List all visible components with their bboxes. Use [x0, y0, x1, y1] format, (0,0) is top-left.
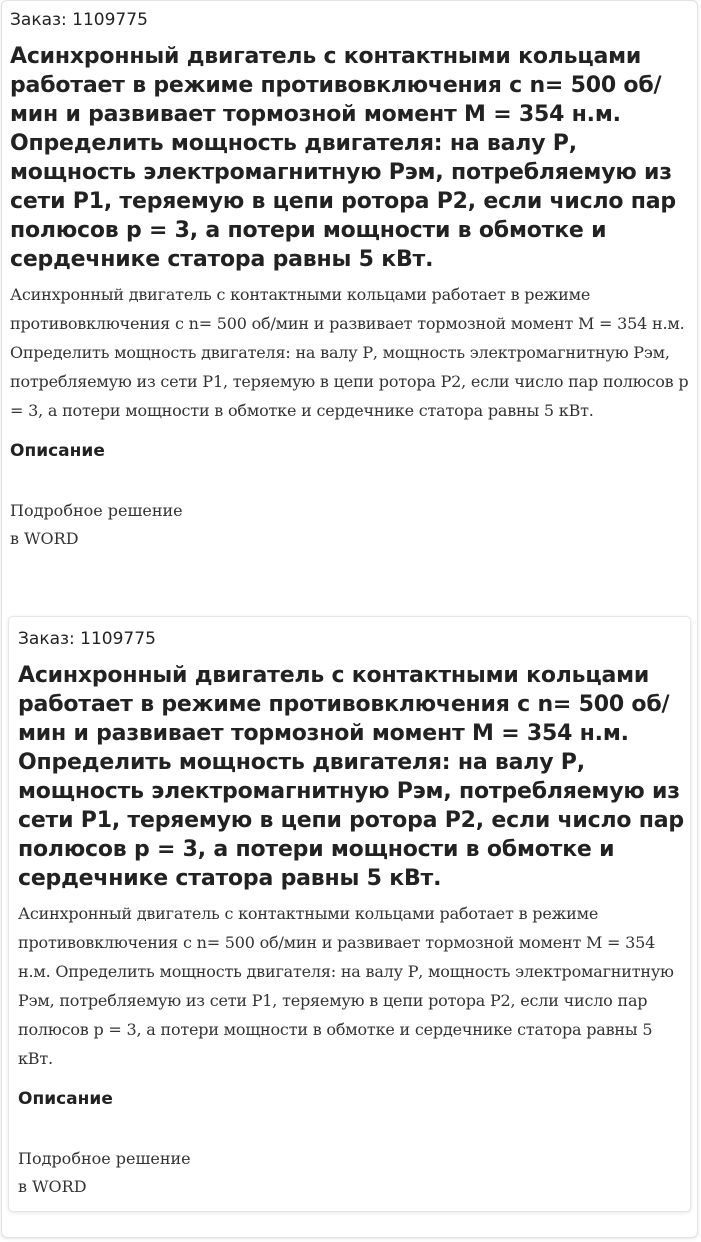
solution-note: Подробное решение в WORD: [10, 501, 183, 548]
order-number: Заказ: 1109775: [10, 10, 148, 30]
order-number: Заказ: 1109775: [18, 629, 156, 649]
solution-note: Подробное решение в WORD: [18, 1149, 191, 1196]
section-heading: Описание: [18, 1089, 113, 1109]
section-heading: Описание: [10, 441, 105, 461]
order-block-copy: [18, 627, 688, 1201]
order-description: Асинхронный двигатель с контактными кольцами работает в режиме противовключения с n= 500 об/мин и развивает тормозной момент М = 354 н.м. Определить мощность двигателя: на валу Р, мощность электромагнитную Рэм, потребляемую из сети Р1, теряемую в цепи ротора Р2, если число пар полюсов р = 3, а потери мощности в обмотке и сердечнике статора равны 5 кВт.: [10, 285, 689, 420]
order-title: Асинхронный двигатель с контактными кольцами работает в режиме противовключения с n= 500 об/мин и развивает тормозной момент М = 354 н.м. Определить мощность двигателя: на валу Р, мощность электромагнитную Рэм, потребляемую из сети Р1, теряемую в цепи ротора Р2, если число пар полюсов р = 3, а потери мощности в обмотке и сердечнике статора равны 5 кВт.: [18, 663, 684, 891]
order-block: [10, 8, 690, 553]
order-title: Асинхронный двигатель с контактными кольцами работает в режиме противовключения с n= 500 об/мин и развивает тормозной момент М = 354 н.м. Определить мощность двигателя: на валу Р, мощность электромагнитную Рэм, потребляемую из сети Р1, теряемую в цепи ротора Р2, если число пар полюсов р = 3, а потери мощности в обмотке и сердечнике статора равны 5 кВт.: [10, 44, 676, 272]
order-description: Асинхронный двигатель с контактными кольцами работает в режиме противовключения с n= 500 об/мин и развивает тормозной момент М = 354 н.м. Определить мощность двигателя: на валу Р, мощность электромагнитную Рэм, потребляемую из сети Р1, теряемую в цепи ротора Р2, если число пар полюсов р = 3, а потери мощности в обмотке и сердечнике статора равны 5 кВт.: [18, 904, 674, 1068]
